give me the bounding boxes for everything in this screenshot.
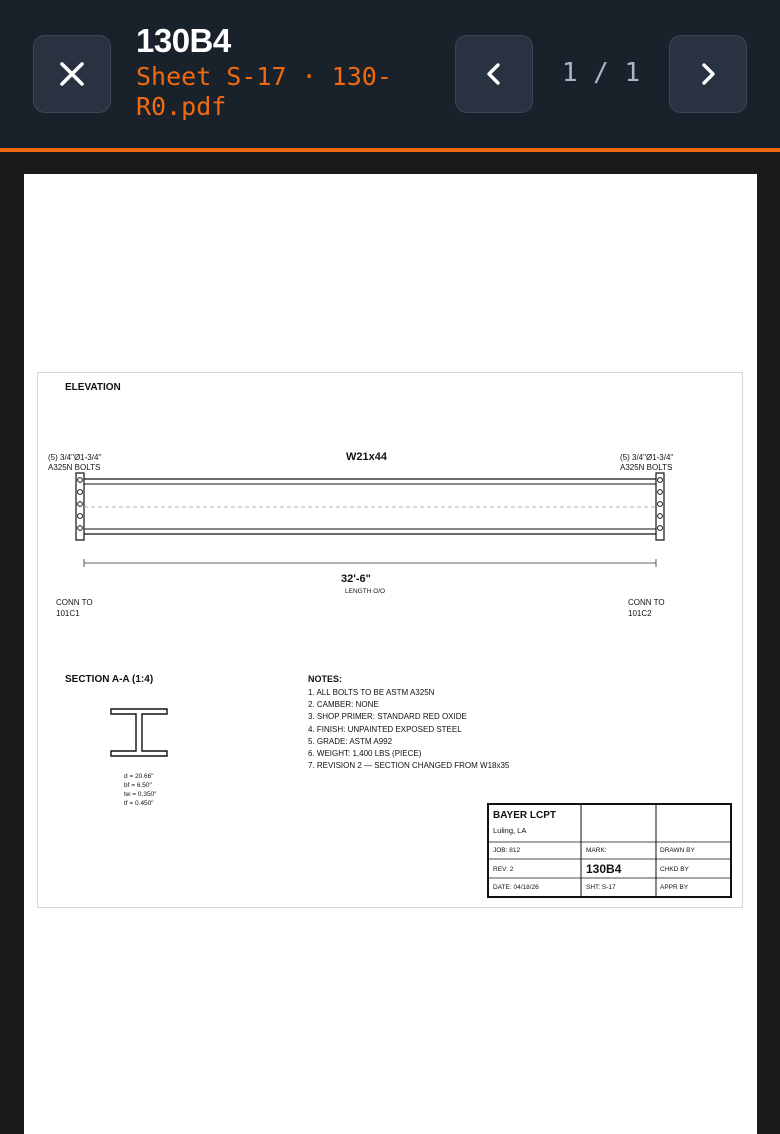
- note-item: 1. ALL BOLTS TO BE ASTM A325N: [308, 688, 435, 697]
- pdf-page: [24, 174, 757, 1134]
- next-page-button[interactable]: [669, 35, 747, 113]
- note-item: 7. REVISION 2 — SECTION CHANGED FROM W18x35: [308, 761, 510, 771]
- note-item: 5. GRADE: ASTM A992: [308, 736, 393, 746]
- section-prop-d: d = 20.66": [124, 773, 154, 780]
- sheet-number: SHT: S-17: [586, 884, 616, 891]
- section-prop-bf: bf = 6.50": [124, 782, 152, 789]
- member-size: W21x44: [346, 451, 387, 463]
- title-block: [487, 803, 732, 898]
- chevron-right-icon: [698, 62, 718, 86]
- approved-by: APPR BY: [660, 884, 689, 891]
- drawing-date: DATE: 04/18/26: [493, 884, 539, 891]
- mark-value: 130B4: [586, 862, 622, 876]
- beam-elevation: [38, 373, 742, 573]
- section-prop-tw: tw = 0.350": [124, 791, 157, 798]
- conn-right-line1: CONN TO: [628, 598, 665, 607]
- checked-by: CHKD BY: [660, 866, 689, 873]
- note-item: 3. SHOP PRIMER: STANDARD RED OXIDE: [308, 712, 467, 722]
- page-indicator: 1 / 1: [561, 58, 641, 88]
- note-item: 2. CAMBER: NONE: [308, 700, 379, 710]
- previous-page-button[interactable]: [455, 35, 533, 113]
- elevation-label: ELEVATION: [65, 382, 121, 393]
- viewer-header: [0, 0, 780, 152]
- drawn-by: DRAWN BY: [660, 847, 695, 854]
- document-title: 130B4: [136, 22, 231, 59]
- bolts-left-line1: (5) 3/4"Ø1-3/4": [48, 453, 102, 462]
- length-dimension: 32'-6": [341, 573, 371, 585]
- mark-label: MARK:: [586, 847, 607, 854]
- note-item: 4. FINISH: UNPAINTED EXPOSED STEEL: [308, 724, 462, 734]
- bolts-right-line2: A325N BOLTS: [620, 463, 673, 472]
- note-item: 6. WEIGHT: 1,400 LBS (PIECE): [308, 749, 422, 759]
- conn-left-line1: CONN TO: [56, 598, 93, 607]
- notes-list: [308, 687, 509, 772]
- section-profile: [108, 706, 170, 760]
- job-number: JOB: 812: [493, 847, 521, 854]
- chevron-left-icon: [484, 62, 504, 86]
- close-button[interactable]: [33, 35, 111, 113]
- shop-drawing: [37, 372, 743, 908]
- revision: REV: 2: [493, 866, 514, 873]
- conn-right-line2: 101C2: [628, 609, 652, 618]
- company-name: BAYER LCPT: [493, 810, 556, 821]
- section-prop-tf: tf = 0.450": [124, 800, 154, 807]
- document-subtitle: Sheet S-17 · 130-R0.pdf: [136, 62, 392, 121]
- conn-left-line2: 101C1: [56, 609, 80, 618]
- section-label: SECTION A-A (1:4): [65, 674, 154, 685]
- length-label: LENGTH O/O: [345, 588, 386, 595]
- close-icon: [58, 60, 86, 88]
- bolts-right-line1: (5) 3/4"Ø1-3/4": [620, 453, 674, 462]
- bolts-left-line2: A325N BOLTS: [48, 463, 101, 472]
- notes-title: NOTES:: [308, 674, 343, 684]
- company-location: Luling, LA: [493, 826, 527, 835]
